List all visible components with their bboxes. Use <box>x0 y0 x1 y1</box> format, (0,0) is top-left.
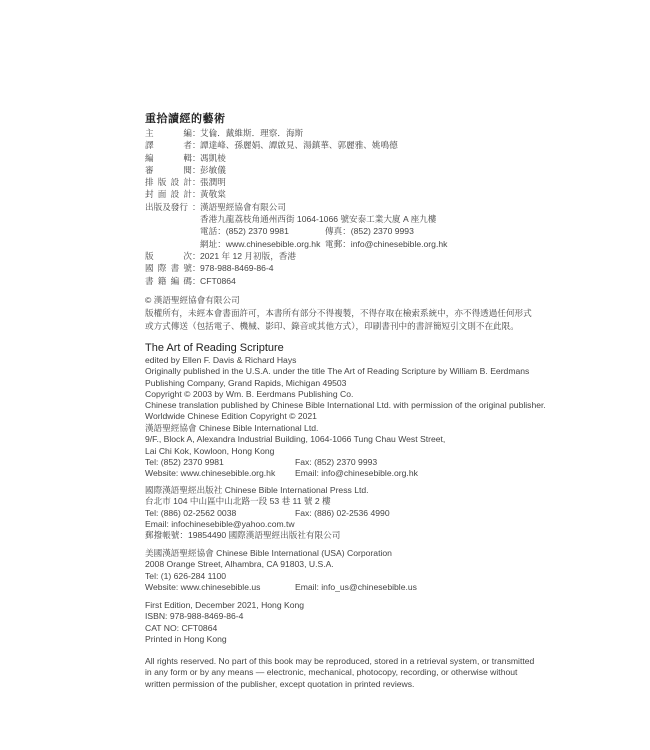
credit-label: 書 籍 編 碼 <box>145 275 192 286</box>
org-tel: Tel: (1) 626-284 1100 <box>145 570 227 581</box>
cbi-taiwan <box>145 485 390 541</box>
credits-block <box>145 127 448 287</box>
org-name: 漢語聖經協會 Chinese Bible International Ltd. <box>145 423 319 433</box>
credit-label: 版 次 <box>145 250 192 261</box>
org-fax: Fax: (852) 2370 9993 <box>295 456 378 467</box>
credit-label: 譯 者 <box>145 140 192 151</box>
org-website: Website: www.chinesebible.us <box>145 581 261 592</box>
isbn-line: ISBN: 978-988-8469-86-4 <box>145 611 244 622</box>
rights-line: in any form or by any means — electronic, mechanical, photocopy, recording, or otherwise without <box>145 667 518 678</box>
credit-value: 彭敏儀 <box>200 164 226 175</box>
credit-row-edition: 版 次 ： 2021 年 12 月初版，香港 <box>145 250 296 261</box>
credit-value: CFT0864 <box>200 275 236 286</box>
cbi-hong-kong <box>145 423 445 479</box>
org-tel: Tel: (852) 2370 9981 <box>145 456 224 467</box>
org-postal-account: 郵撥帳號：19854490 國際漢語聖經出版社有限公司 <box>145 530 341 541</box>
org-email: Email: info@chinesebible.org.hk <box>295 468 418 479</box>
org-email: Email: info_us@chinesebible.us <box>295 581 417 592</box>
publisher-tel: 電話：(852) 2370 9981 <box>200 226 289 237</box>
publisher-web-email <box>145 238 448 250</box>
book-title-chinese: 重拾讀經的藝術 <box>145 113 226 125</box>
book-title-english: The Art of Reading Scripture <box>145 342 284 354</box>
rights-line: written permission of the publisher, except quotation in printed reviews. <box>145 678 415 689</box>
publisher-address: 香港九龍荔枝角通州西街 1064-1066 號安泰工業大廈 A 座九樓 <box>200 214 437 225</box>
credit-label: 國 際 書 號 <box>145 263 192 274</box>
credit-value: 黃敬棠 <box>200 189 226 200</box>
publisher-website: 網址：www.chinesebible.org.hk <box>200 238 321 249</box>
org-email: Email: infochinesebible@yahoo.com.tw <box>145 518 295 529</box>
catalog-number-line: CAT NO: CFT0864 <box>145 622 218 633</box>
credit-label: 封 面 設 計 <box>145 189 192 200</box>
credit-row-isbn: 國 際 書 號 ： 978-988-8469-86-4 <box>145 263 274 274</box>
english-credit-line: Originally published in the U.S.A. under the title The Art of Reading Scripture by William B. Eerdmans <box>145 366 530 377</box>
credit-value: 張潤明 <box>200 177 226 188</box>
english-credit-line: Chinese translation published by Chinese Bible International Ltd. with permission of the original publisher. <box>145 400 546 411</box>
english-credits <box>145 341 546 423</box>
credit-label: 編 輯 <box>145 152 192 163</box>
cbi-usa <box>145 548 417 593</box>
english-credit-line: Worldwide Chinese Edition Copyright © 2021 <box>145 411 317 422</box>
copyright-chinese <box>145 294 532 333</box>
edition-info <box>145 600 304 645</box>
credit-row-copyeditor: 編 輯 ： 馮凱棱 <box>145 152 226 163</box>
publisher-phone-fax <box>145 225 436 237</box>
org-address-line: 台北市 104 中山區中山北路一段 53 巷 11 號 2 樓 <box>145 496 331 507</box>
publisher-fax: 傳真：(852) 2370 9993 <box>325 226 414 237</box>
printed-in-line: Printed in Hong Kong <box>145 633 227 644</box>
credit-row-layout-design: 排 版 設 計 ： 張潤明 <box>145 177 226 188</box>
credit-value: 艾倫．戴維斯．理察．海斯 <box>200 128 304 138</box>
credit-row-translators: 譯 者 ： 譚達峰、孫麗娟、譚啟見、湯鎮華、郭麗雅、姚鳴德 <box>145 140 398 151</box>
copyright-notice-line: 版權所有，未經本會書面許可，本書所有部分不得複製，不得存取在檢索系統中，亦不得透過任何形式 <box>145 308 532 318</box>
rights-line: All rights reserved. No part of this book may be reproduced, stored in a retrieval system, or transmitted <box>145 656 535 666</box>
english-credit-line: edited by Ellen F. Davis & Richard Hays <box>145 355 297 365</box>
english-credit-line: Publishing Company, Grand Rapids, Michigan 49503 <box>145 377 347 388</box>
edition-line: First Edition, December 2021, Hong Kong <box>145 600 305 610</box>
org-address-line: 2008 Orange Street, Alhambra, CA 91803, U.S.A. <box>145 559 334 570</box>
rights-reserved <box>145 656 534 690</box>
credit-row-publisher: 出版及發行 ： 漢語聖經協會有限公司 <box>145 201 286 212</box>
credit-row-editor: 主 編 ： 艾倫．戴維斯．理察．海斯 <box>145 128 304 138</box>
credit-label: 審 閱 <box>145 164 192 175</box>
org-address-line: 9/F., Block A, Alexandra Industrial Building, 1064-1066 Tung Chau West Street, <box>145 434 446 445</box>
english-credit-line: Copyright © 2003 by Wm. B. Eerdmans Publishing Co. <box>145 388 354 399</box>
credit-value: 譚達峰、孫麗娟、譚啟見、湯鎮華、郭麗雅、姚鳴德 <box>200 140 398 151</box>
credit-row-cover-design: 封 面 設 計 ： 黃敬棠 <box>145 189 226 200</box>
publisher-email: 電郵：info@chinesebible.org.hk <box>325 238 448 249</box>
credit-value: 978-988-8469-86-4 <box>200 263 274 274</box>
credit-value: 馮凱棱 <box>200 152 226 163</box>
copyright-notice-line: 或方式傳送（包括電子、機械、影印、錄音或其他方式），印刷書刊中的書評簡短引文則不在此限。 <box>145 321 519 331</box>
org-name: 美國漢語聖經協會 Chinese Bible International (USA) Corporation <box>145 548 392 558</box>
credit-row-reviewer: 審 閱 ： 彭敏儀 <box>145 164 226 175</box>
credit-label: 出版及發行 <box>145 201 188 212</box>
org-fax: Fax: (886) 02-2536 4990 <box>295 507 390 518</box>
credit-label: 排 版 設 計 <box>145 177 192 188</box>
credit-value: 2021 年 12 月初版，香港 <box>200 250 296 261</box>
credit-label: 主 編 <box>145 128 192 138</box>
org-name: 國際漢語聖經出版社 Chinese Bible International Press Ltd. <box>145 485 369 495</box>
org-address-line: Lai Chi Kok, Kowloon, Hong Kong <box>145 445 275 456</box>
credit-row-catalog: 書 籍 編 碼 ： CFT0864 <box>145 275 236 286</box>
copyright-holder: © 漢語聖經協會有限公司 <box>145 295 240 305</box>
org-website: Website: www.chinesebible.org.hk <box>145 468 276 479</box>
org-tel: Tel: (886) 02-2562 0038 <box>145 507 237 518</box>
credit-value: 漢語聖經協會有限公司 <box>200 201 286 212</box>
